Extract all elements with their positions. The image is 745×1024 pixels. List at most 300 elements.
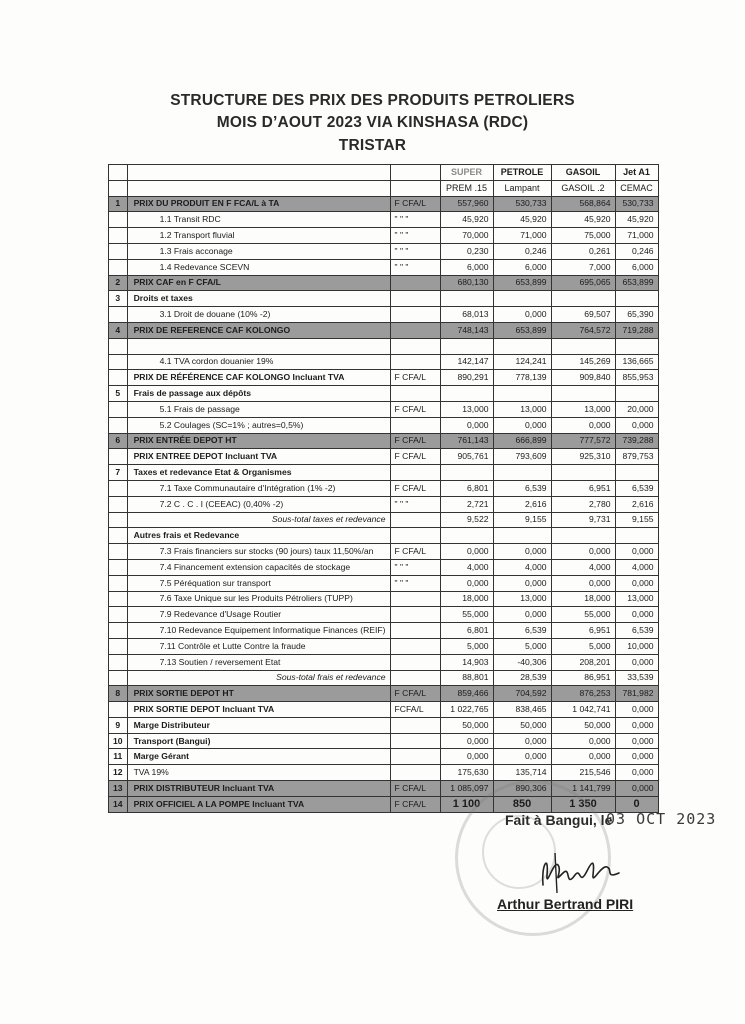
- table-row: [109, 702, 659, 718]
- value-cell: 6,539: [493, 623, 551, 639]
- table-row: [109, 638, 659, 654]
- value-cell: 1 042,741: [551, 702, 615, 718]
- value-cell: 135,714: [493, 765, 551, 781]
- row-label: 5.1 Frais de passage: [127, 401, 390, 417]
- value-cell: 6,539: [615, 480, 658, 496]
- table-row: [109, 228, 659, 244]
- row-number: 6: [109, 433, 128, 449]
- table-row: [109, 401, 659, 417]
- row-unit: [390, 322, 440, 338]
- value-cell: 0,000: [615, 765, 658, 781]
- row-label: 7.6 Taxe Unique sur les Produits Pétroliers (TUPP): [127, 591, 390, 607]
- value-cell: 0,000: [440, 544, 493, 560]
- value-cell: 557,960: [440, 196, 493, 212]
- row-number: [109, 307, 128, 323]
- row-number: 7: [109, 465, 128, 481]
- signatory-name: Arthur Bertrand PIRI: [497, 896, 634, 912]
- col-super: SUPER: [440, 165, 493, 181]
- value-cell: 0,000: [493, 417, 551, 433]
- row-label: PRIX ENTRÉE DEPOT HT: [127, 433, 390, 449]
- value-cell: 719,288: [615, 322, 658, 338]
- value-cell: 1 085,097: [440, 781, 493, 797]
- row-label: 7.4 Financement extension capacités de stockage: [127, 559, 390, 575]
- value-cell: 0,000: [493, 544, 551, 560]
- row-unit: [390, 623, 440, 639]
- value-cell: 0,000: [551, 749, 615, 765]
- row-unit: F CFA/L: [390, 796, 440, 812]
- value-cell: 55,000: [440, 607, 493, 623]
- value-cell: 0,246: [615, 243, 658, 259]
- col-jet-a1: Jet A1: [615, 165, 658, 181]
- col-sub-cemac: CEMAC: [615, 180, 658, 196]
- row-number: [109, 591, 128, 607]
- value-cell: 0,000: [615, 717, 658, 733]
- row-number: [109, 544, 128, 560]
- table-row: [109, 496, 659, 512]
- row-unit: " " ": [390, 575, 440, 591]
- row-number: 1: [109, 196, 128, 212]
- table-row: [109, 654, 659, 670]
- value-cell: [615, 386, 658, 402]
- table-row: [109, 338, 659, 354]
- value-cell: [551, 338, 615, 354]
- value-cell: 666,899: [493, 433, 551, 449]
- row-unit: [390, 591, 440, 607]
- row-unit: [390, 465, 440, 481]
- value-cell: 6,801: [440, 480, 493, 496]
- row-label: 1.2 Transport fluvial: [127, 228, 390, 244]
- value-cell: 653,899: [615, 275, 658, 291]
- row-number: [109, 354, 128, 370]
- row-number: [109, 480, 128, 496]
- value-cell: 13,000: [551, 401, 615, 417]
- table-row: [109, 765, 659, 781]
- row-label: [127, 338, 390, 354]
- value-cell: 55,000: [551, 607, 615, 623]
- table-row: [109, 291, 659, 307]
- row-unit: [390, 670, 440, 686]
- row-number: [109, 702, 128, 718]
- row-label: 3.1 Droit de douane (10% -2): [127, 307, 390, 323]
- value-cell: 65,390: [615, 307, 658, 323]
- row-unit: F CFA/L: [390, 480, 440, 496]
- row-label: 7.3 Frais financiers sur stocks (90 jours) taux 11,50%/an: [127, 544, 390, 560]
- table-row: [109, 386, 659, 402]
- value-cell: 704,592: [493, 686, 551, 702]
- row-unit: " " ": [390, 228, 440, 244]
- value-cell: 28,539: [493, 670, 551, 686]
- row-unit: [390, 749, 440, 765]
- row-number: [109, 607, 128, 623]
- value-cell: 925,310: [551, 449, 615, 465]
- row-unit: [390, 386, 440, 402]
- row-number: 12: [109, 765, 128, 781]
- value-cell: 0,000: [615, 749, 658, 765]
- value-cell: 5,000: [551, 638, 615, 654]
- row-number: [109, 623, 128, 639]
- row-unit: [390, 354, 440, 370]
- value-cell: 4,000: [493, 559, 551, 575]
- table-row: [109, 512, 659, 528]
- value-cell: [493, 338, 551, 354]
- value-cell: 0,000: [615, 781, 658, 797]
- value-cell: 781,982: [615, 686, 658, 702]
- row-label: 5.2 Coulages (SC=1% ; autres=0,5%): [127, 417, 390, 433]
- table-row: [109, 544, 659, 560]
- row-label: Marge Distributeur: [127, 717, 390, 733]
- row-unit: F CFA/L: [390, 196, 440, 212]
- row-label: 7.9 Redevance d'Usage Routier: [127, 607, 390, 623]
- row-number: [109, 670, 128, 686]
- row-label: 1.3 Frais acconage: [127, 243, 390, 259]
- row-unit: F CFA/L: [390, 433, 440, 449]
- col-gasoil: GASOIL: [551, 165, 615, 181]
- value-cell: 4,000: [551, 559, 615, 575]
- value-cell: 215,546: [551, 765, 615, 781]
- value-cell: 9,155: [493, 512, 551, 528]
- table-row: [109, 607, 659, 623]
- row-unit: " " ": [390, 496, 440, 512]
- value-cell: 890,291: [440, 370, 493, 386]
- row-unit: F CFA/L: [390, 544, 440, 560]
- value-cell: 69,507: [551, 307, 615, 323]
- value-cell: 145,269: [551, 354, 615, 370]
- value-cell: 695,065: [551, 275, 615, 291]
- value-cell: 2,616: [493, 496, 551, 512]
- row-unit: [390, 733, 440, 749]
- value-cell: 530,733: [615, 196, 658, 212]
- table-row: [109, 322, 659, 338]
- row-label: 4.1 TVA cordon douanier 19%: [127, 354, 390, 370]
- row-number: [109, 417, 128, 433]
- value-cell: [440, 465, 493, 481]
- value-cell: 850: [493, 796, 551, 812]
- value-cell: 855,953: [615, 370, 658, 386]
- value-cell: [615, 291, 658, 307]
- value-cell: 142,147: [440, 354, 493, 370]
- value-cell: 739,288: [615, 433, 658, 449]
- value-cell: 6,000: [493, 259, 551, 275]
- value-cell: 45,920: [551, 212, 615, 228]
- header-row-bottom: [109, 180, 659, 196]
- value-cell: [615, 338, 658, 354]
- value-cell: 879,753: [615, 449, 658, 465]
- row-number: [109, 338, 128, 354]
- row-number: [109, 528, 128, 544]
- row-number: [109, 496, 128, 512]
- row-label: 1.1 Transit RDC: [127, 212, 390, 228]
- value-cell: 71,000: [493, 228, 551, 244]
- row-number: 11: [109, 749, 128, 765]
- value-cell: 9,155: [615, 512, 658, 528]
- value-cell: 0: [615, 796, 658, 812]
- value-cell: 5,000: [493, 638, 551, 654]
- row-unit: [390, 338, 440, 354]
- value-cell: 0,000: [493, 575, 551, 591]
- value-cell: 33,539: [615, 670, 658, 686]
- table-row: [109, 575, 659, 591]
- value-cell: 876,253: [551, 686, 615, 702]
- table-row: [109, 465, 659, 481]
- row-label: 7.10 Redevance Equipement Informatique Finances (REIF): [127, 623, 390, 639]
- value-cell: 568,864: [551, 196, 615, 212]
- value-cell: [551, 465, 615, 481]
- value-cell: 1 100: [440, 796, 493, 812]
- value-cell: 75,000: [551, 228, 615, 244]
- value-cell: 45,920: [615, 212, 658, 228]
- value-cell: 0,000: [440, 733, 493, 749]
- value-cell: 10,000: [615, 638, 658, 654]
- value-cell: 0,230: [440, 243, 493, 259]
- row-unit: " " ": [390, 212, 440, 228]
- row-unit: [390, 654, 440, 670]
- value-cell: 6,801: [440, 623, 493, 639]
- table-row: [109, 275, 659, 291]
- row-label: Autres frais et Redevance: [127, 528, 390, 544]
- value-cell: 5,000: [440, 638, 493, 654]
- value-cell: 793,609: [493, 449, 551, 465]
- row-label: TVA 19%: [127, 765, 390, 781]
- value-cell: 0,000: [551, 733, 615, 749]
- row-number: 4: [109, 322, 128, 338]
- row-label: Sous-total taxes et redevance: [127, 512, 390, 528]
- value-cell: 0,000: [615, 733, 658, 749]
- value-cell: 4,000: [440, 559, 493, 575]
- value-cell: [493, 291, 551, 307]
- value-cell: 653,899: [493, 322, 551, 338]
- row-unit: [390, 512, 440, 528]
- value-cell: 1 141,799: [551, 781, 615, 797]
- value-cell: [615, 528, 658, 544]
- value-cell: 909,840: [551, 370, 615, 386]
- row-label: PRIX CAF en F CFA/L: [127, 275, 390, 291]
- place-label: Fait à Bangui, le: [505, 812, 613, 828]
- value-cell: 0,000: [551, 417, 615, 433]
- row-label: Taxes et redevance Etat & Organismes: [127, 465, 390, 481]
- value-cell: 0,000: [615, 544, 658, 560]
- col-sub-prem15: PREM .15: [440, 180, 493, 196]
- table-row: [109, 591, 659, 607]
- row-unit: FCFA/L: [390, 702, 440, 718]
- table-row: [109, 528, 659, 544]
- value-cell: 764,572: [551, 322, 615, 338]
- row-number: [109, 228, 128, 244]
- value-cell: 18,000: [551, 591, 615, 607]
- row-unit: F CFA/L: [390, 449, 440, 465]
- row-label: PRIX SORTIE DEPOT HT: [127, 686, 390, 702]
- value-cell: 778,139: [493, 370, 551, 386]
- row-number: [109, 654, 128, 670]
- row-number: 9: [109, 717, 128, 733]
- value-cell: [615, 465, 658, 481]
- row-number: 10: [109, 733, 128, 749]
- value-cell: [551, 386, 615, 402]
- value-cell: 0,000: [615, 575, 658, 591]
- row-label: Droits et taxes: [127, 291, 390, 307]
- value-cell: 9,731: [551, 512, 615, 528]
- row-unit: [390, 607, 440, 623]
- value-cell: 777,572: [551, 433, 615, 449]
- row-label: PRIX DE RÉFÉRENCE CAF KOLONGO Incluant TVA: [127, 370, 390, 386]
- value-cell: [440, 291, 493, 307]
- value-cell: 7,000: [551, 259, 615, 275]
- value-cell: [440, 338, 493, 354]
- row-unit: F CFA/L: [390, 401, 440, 417]
- value-cell: 71,000: [615, 228, 658, 244]
- row-label: Frais de passage aux dépôts: [127, 386, 390, 402]
- header-row-top: [109, 165, 659, 181]
- value-cell: 1 022,765: [440, 702, 493, 718]
- value-cell: 2,780: [551, 496, 615, 512]
- value-cell: 50,000: [551, 717, 615, 733]
- value-cell: [493, 528, 551, 544]
- row-unit: F CFA/L: [390, 686, 440, 702]
- value-cell: 0,261: [551, 243, 615, 259]
- value-cell: 0,000: [440, 575, 493, 591]
- row-unit: [390, 417, 440, 433]
- table-row: [109, 354, 659, 370]
- table-row: [109, 623, 659, 639]
- value-cell: 4,000: [615, 559, 658, 575]
- value-cell: 0,000: [615, 607, 658, 623]
- row-number: [109, 243, 128, 259]
- row-number: [109, 212, 128, 228]
- row-number: [109, 512, 128, 528]
- row-unit: [390, 307, 440, 323]
- row-number: [109, 370, 128, 386]
- value-cell: 13,000: [615, 591, 658, 607]
- value-cell: 9,522: [440, 512, 493, 528]
- value-cell: 50,000: [493, 717, 551, 733]
- table-row: [109, 212, 659, 228]
- value-cell: 0,000: [440, 417, 493, 433]
- row-label: 7.13 Soutien / reversement Etat: [127, 654, 390, 670]
- price-structure-table: [108, 164, 659, 813]
- row-unit: [390, 765, 440, 781]
- date-stamp: 03 OCT 2023: [606, 810, 717, 828]
- document-title-line3: TRISTAR: [338, 137, 407, 154]
- value-cell: 0,000: [493, 749, 551, 765]
- row-unit: [390, 638, 440, 654]
- table-row: [109, 686, 659, 702]
- value-cell: 86,951: [551, 670, 615, 686]
- value-cell: 0,000: [493, 733, 551, 749]
- value-cell: 136,665: [615, 354, 658, 370]
- value-cell: 2,616: [615, 496, 658, 512]
- value-cell: 680,130: [440, 275, 493, 291]
- value-cell: 530,733: [493, 196, 551, 212]
- value-cell: 905,761: [440, 449, 493, 465]
- value-cell: [440, 386, 493, 402]
- value-cell: 50,000: [440, 717, 493, 733]
- value-cell: 208,201: [551, 654, 615, 670]
- row-unit: [390, 291, 440, 307]
- value-cell: 761,143: [440, 433, 493, 449]
- table-row: [109, 433, 659, 449]
- row-number: [109, 575, 128, 591]
- value-cell: 45,920: [493, 212, 551, 228]
- table-row: [109, 307, 659, 323]
- value-cell: [493, 386, 551, 402]
- col-petrole: PETROLE: [493, 165, 551, 181]
- value-cell: 0,000: [440, 749, 493, 765]
- value-cell: 6,951: [551, 480, 615, 496]
- row-label: 7.11 Contrôle et Lutte Contre la fraude: [127, 638, 390, 654]
- value-cell: 20,000: [615, 401, 658, 417]
- value-cell: [493, 465, 551, 481]
- row-label: PRIX DU PRODUIT EN F FCA/L à TA: [127, 196, 390, 212]
- value-cell: 890,306: [493, 781, 551, 797]
- row-number: 3: [109, 291, 128, 307]
- table-row: [109, 370, 659, 386]
- value-cell: 88,801: [440, 670, 493, 686]
- col-sub-gasoil2: GASOIL .2: [551, 180, 615, 196]
- value-cell: 0,000: [493, 607, 551, 623]
- row-unit: " " ": [390, 259, 440, 275]
- value-cell: 13,000: [493, 401, 551, 417]
- value-cell: [551, 291, 615, 307]
- row-number: 13: [109, 781, 128, 797]
- col-sub-lampant: Lampant: [493, 180, 551, 196]
- value-cell: 6,000: [615, 259, 658, 275]
- value-cell: 0,000: [493, 307, 551, 323]
- value-cell: 653,899: [493, 275, 551, 291]
- row-label: PRIX ENTREE DEPOT Incluant TVA: [127, 449, 390, 465]
- table-row: [109, 559, 659, 575]
- row-unit: F CFA/L: [390, 370, 440, 386]
- value-cell: 18,000: [440, 591, 493, 607]
- value-cell: 45,920: [440, 212, 493, 228]
- row-label: Sous-total frais et redevance: [127, 670, 390, 686]
- document-title-line2: MOIS D’AOUT 2023 VIA KINSHASA (RDC): [216, 114, 529, 131]
- table-row: [109, 717, 659, 733]
- value-cell: [440, 528, 493, 544]
- value-cell: 13,000: [440, 401, 493, 417]
- value-cell: 6,000: [440, 259, 493, 275]
- value-cell: 175,630: [440, 765, 493, 781]
- row-label: PRIX DE REFERENCE CAF KOLONGO: [127, 322, 390, 338]
- value-cell: 0,000: [615, 417, 658, 433]
- table-row: [109, 449, 659, 465]
- table-row: [109, 196, 659, 212]
- row-number: [109, 638, 128, 654]
- value-cell: 124,241: [493, 354, 551, 370]
- value-cell: 6,951: [551, 623, 615, 639]
- table-row: [109, 733, 659, 749]
- table-row: [109, 749, 659, 765]
- row-unit: [390, 717, 440, 733]
- row-unit: " " ": [390, 243, 440, 259]
- row-label: PRIX OFFICIEL A LA POMPE Incluant TVA: [127, 796, 390, 812]
- row-label: 1.4 Redevance SCEVN: [127, 259, 390, 275]
- value-cell: 0,000: [615, 654, 658, 670]
- value-cell: 6,539: [615, 623, 658, 639]
- value-cell: 0,000: [615, 702, 658, 718]
- row-label: Marge Gérant: [127, 749, 390, 765]
- value-cell: 0,000: [551, 575, 615, 591]
- value-cell: 2,721: [440, 496, 493, 512]
- row-number: [109, 259, 128, 275]
- row-label: 7.2 C . C . I (CEEAC) (0,40% -2): [127, 496, 390, 512]
- table-row: [109, 243, 659, 259]
- row-unit: [390, 275, 440, 291]
- row-number: [109, 449, 128, 465]
- value-cell: 0,000: [551, 544, 615, 560]
- value-cell: 68,013: [440, 307, 493, 323]
- row-number: 2: [109, 275, 128, 291]
- value-cell: 838,465: [493, 702, 551, 718]
- value-cell: 70,000: [440, 228, 493, 244]
